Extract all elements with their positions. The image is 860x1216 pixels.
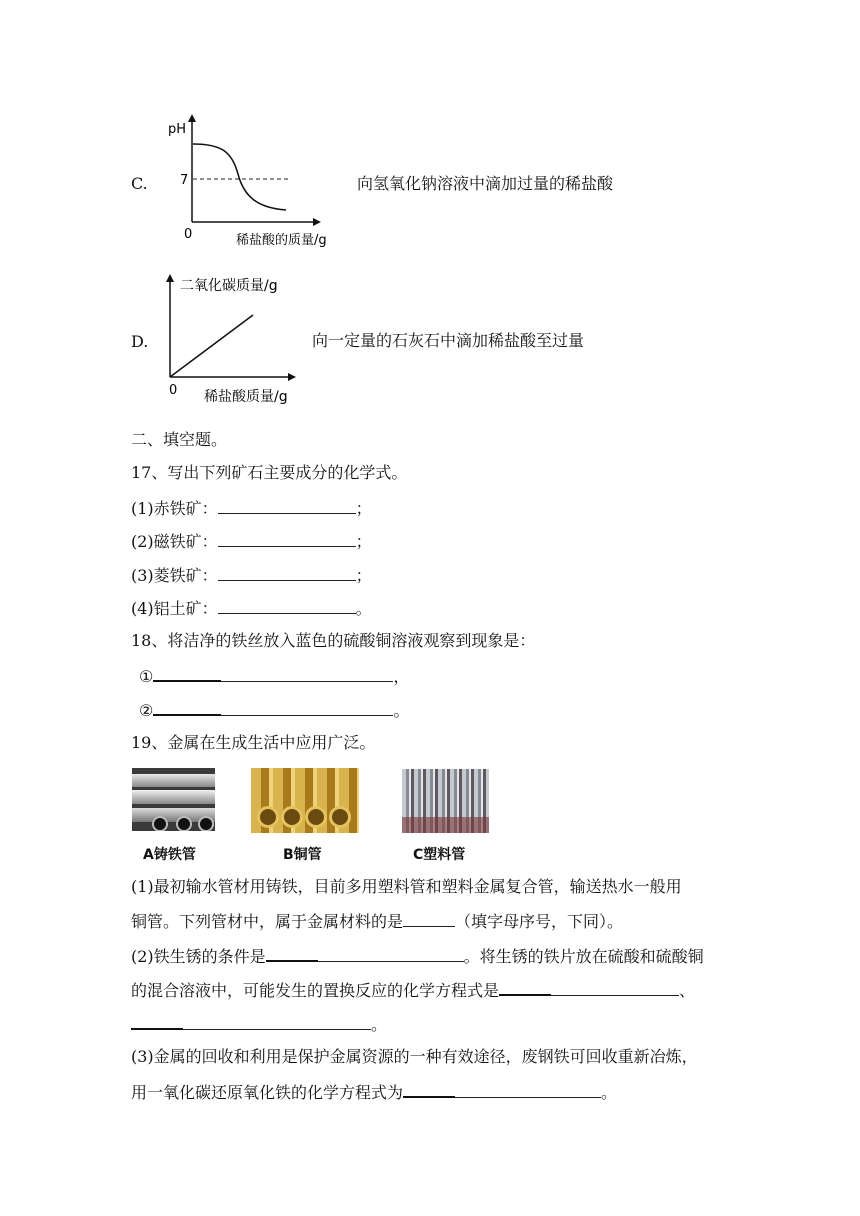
ph-x-axis-label: 稀盐酸的质量/g	[236, 233, 327, 248]
q19-blank-3b[interactable]	[551, 979, 679, 996]
q18-blank-1b[interactable]	[221, 665, 393, 682]
caption-c: C塑料管	[413, 847, 466, 863]
q17-item-2: (2)磁铁矿： ；	[131, 532, 372, 551]
q19-p2-line3: 。	[131, 1012, 387, 1036]
ph-ref-label: 7	[180, 173, 189, 188]
q17-blank-4[interactable]	[218, 597, 356, 614]
plastic-pipe-image	[402, 769, 489, 833]
q19-p2-line2: 的混合溶液中，可能发生的置换反应的化学方程式是 、	[131, 978, 695, 1002]
q17-item-1: (1)赤铁矿： ；	[131, 499, 372, 518]
q19-blank-2a[interactable]	[266, 944, 318, 962]
q18-stem: 18、将洁净的铁丝放入蓝色的硫酸铜溶液观察到现象是：	[131, 631, 536, 650]
q19-blank-1[interactable]	[403, 910, 455, 927]
option-c-label: C.	[131, 174, 148, 193]
q17-blank-1[interactable]	[218, 497, 356, 514]
q19-p3-line2: 用一氧化碳还原氧化铁的化学方程式为 。	[131, 1080, 617, 1104]
q18-blank-2a[interactable]	[153, 698, 221, 716]
q19-blank-4a[interactable]	[131, 1012, 183, 1030]
q17-item-3: (3)菱铁矿： ；	[131, 566, 372, 585]
q19-p1-line2: 铜管。下列管材中，属于金属材料的是 （填字母序号，下同）。	[131, 912, 624, 931]
co2-line	[170, 315, 253, 377]
q19-blank-4b[interactable]	[183, 1013, 371, 1030]
q19-blank-5b[interactable]	[455, 1081, 601, 1098]
cast-iron-pipe-image	[132, 768, 215, 831]
option-d-desc: 向一定量的石灰石中滴加稀盐酸至过量	[312, 331, 585, 350]
ph-graph	[160, 112, 360, 252]
co2-y-axis-label: 二氧化碳质量/g	[180, 278, 278, 294]
q17-blank-3[interactable]	[218, 564, 356, 581]
q17-blank-2[interactable]	[218, 530, 356, 547]
q19-blank-3a[interactable]	[499, 978, 551, 996]
option-c-desc: 向氢氧化钠溶液中滴加过量的稀盐酸	[357, 174, 614, 193]
q19-blank-2b[interactable]	[318, 945, 464, 962]
ph-y-axis-label: pH	[168, 122, 187, 137]
caption-b: B铜管	[283, 847, 322, 863]
co2-origin-label: 0	[169, 383, 178, 398]
q17-item-4: (4)铝土矿： 。	[131, 599, 372, 618]
q19-p2-line1: (2)铁生锈的条件是 。将生锈的铁片放在硫酸和硫酸铜	[131, 944, 704, 968]
q19-stem: 19、金属在生成生活中应用广泛。	[131, 733, 376, 752]
q18-blank-1a[interactable]	[153, 664, 221, 682]
q18-blank-2b[interactable]	[221, 699, 393, 716]
ph-curve	[193, 144, 286, 210]
q18-item-1: ① ，	[139, 664, 409, 688]
section-title: 二、填空题。	[131, 430, 228, 449]
q19-blank-5a[interactable]	[403, 1080, 455, 1098]
ph-origin-label: 0	[184, 227, 193, 242]
q19-p3-line1: (3)金属的回收和利用是保护金属资源的一种有效途径，废钢铁可回收重新冶炼，	[131, 1047, 698, 1066]
caption-a: A铸铁管	[143, 847, 196, 863]
q18-item-2: ② 。	[139, 698, 409, 722]
q17-stem: 17、写出下列矿石主要成分的化学式。	[131, 463, 408, 482]
option-d-label: D.	[131, 332, 149, 351]
copper-pipe-image	[251, 768, 359, 833]
q19-p1-line1: (1)最初输水管材用铸铁，目前多用塑料管和塑料金属复合管，输送热水一般用	[131, 877, 682, 896]
co2-graph	[155, 270, 325, 410]
co2-x-axis-label: 稀盐酸质量/g	[204, 389, 288, 405]
